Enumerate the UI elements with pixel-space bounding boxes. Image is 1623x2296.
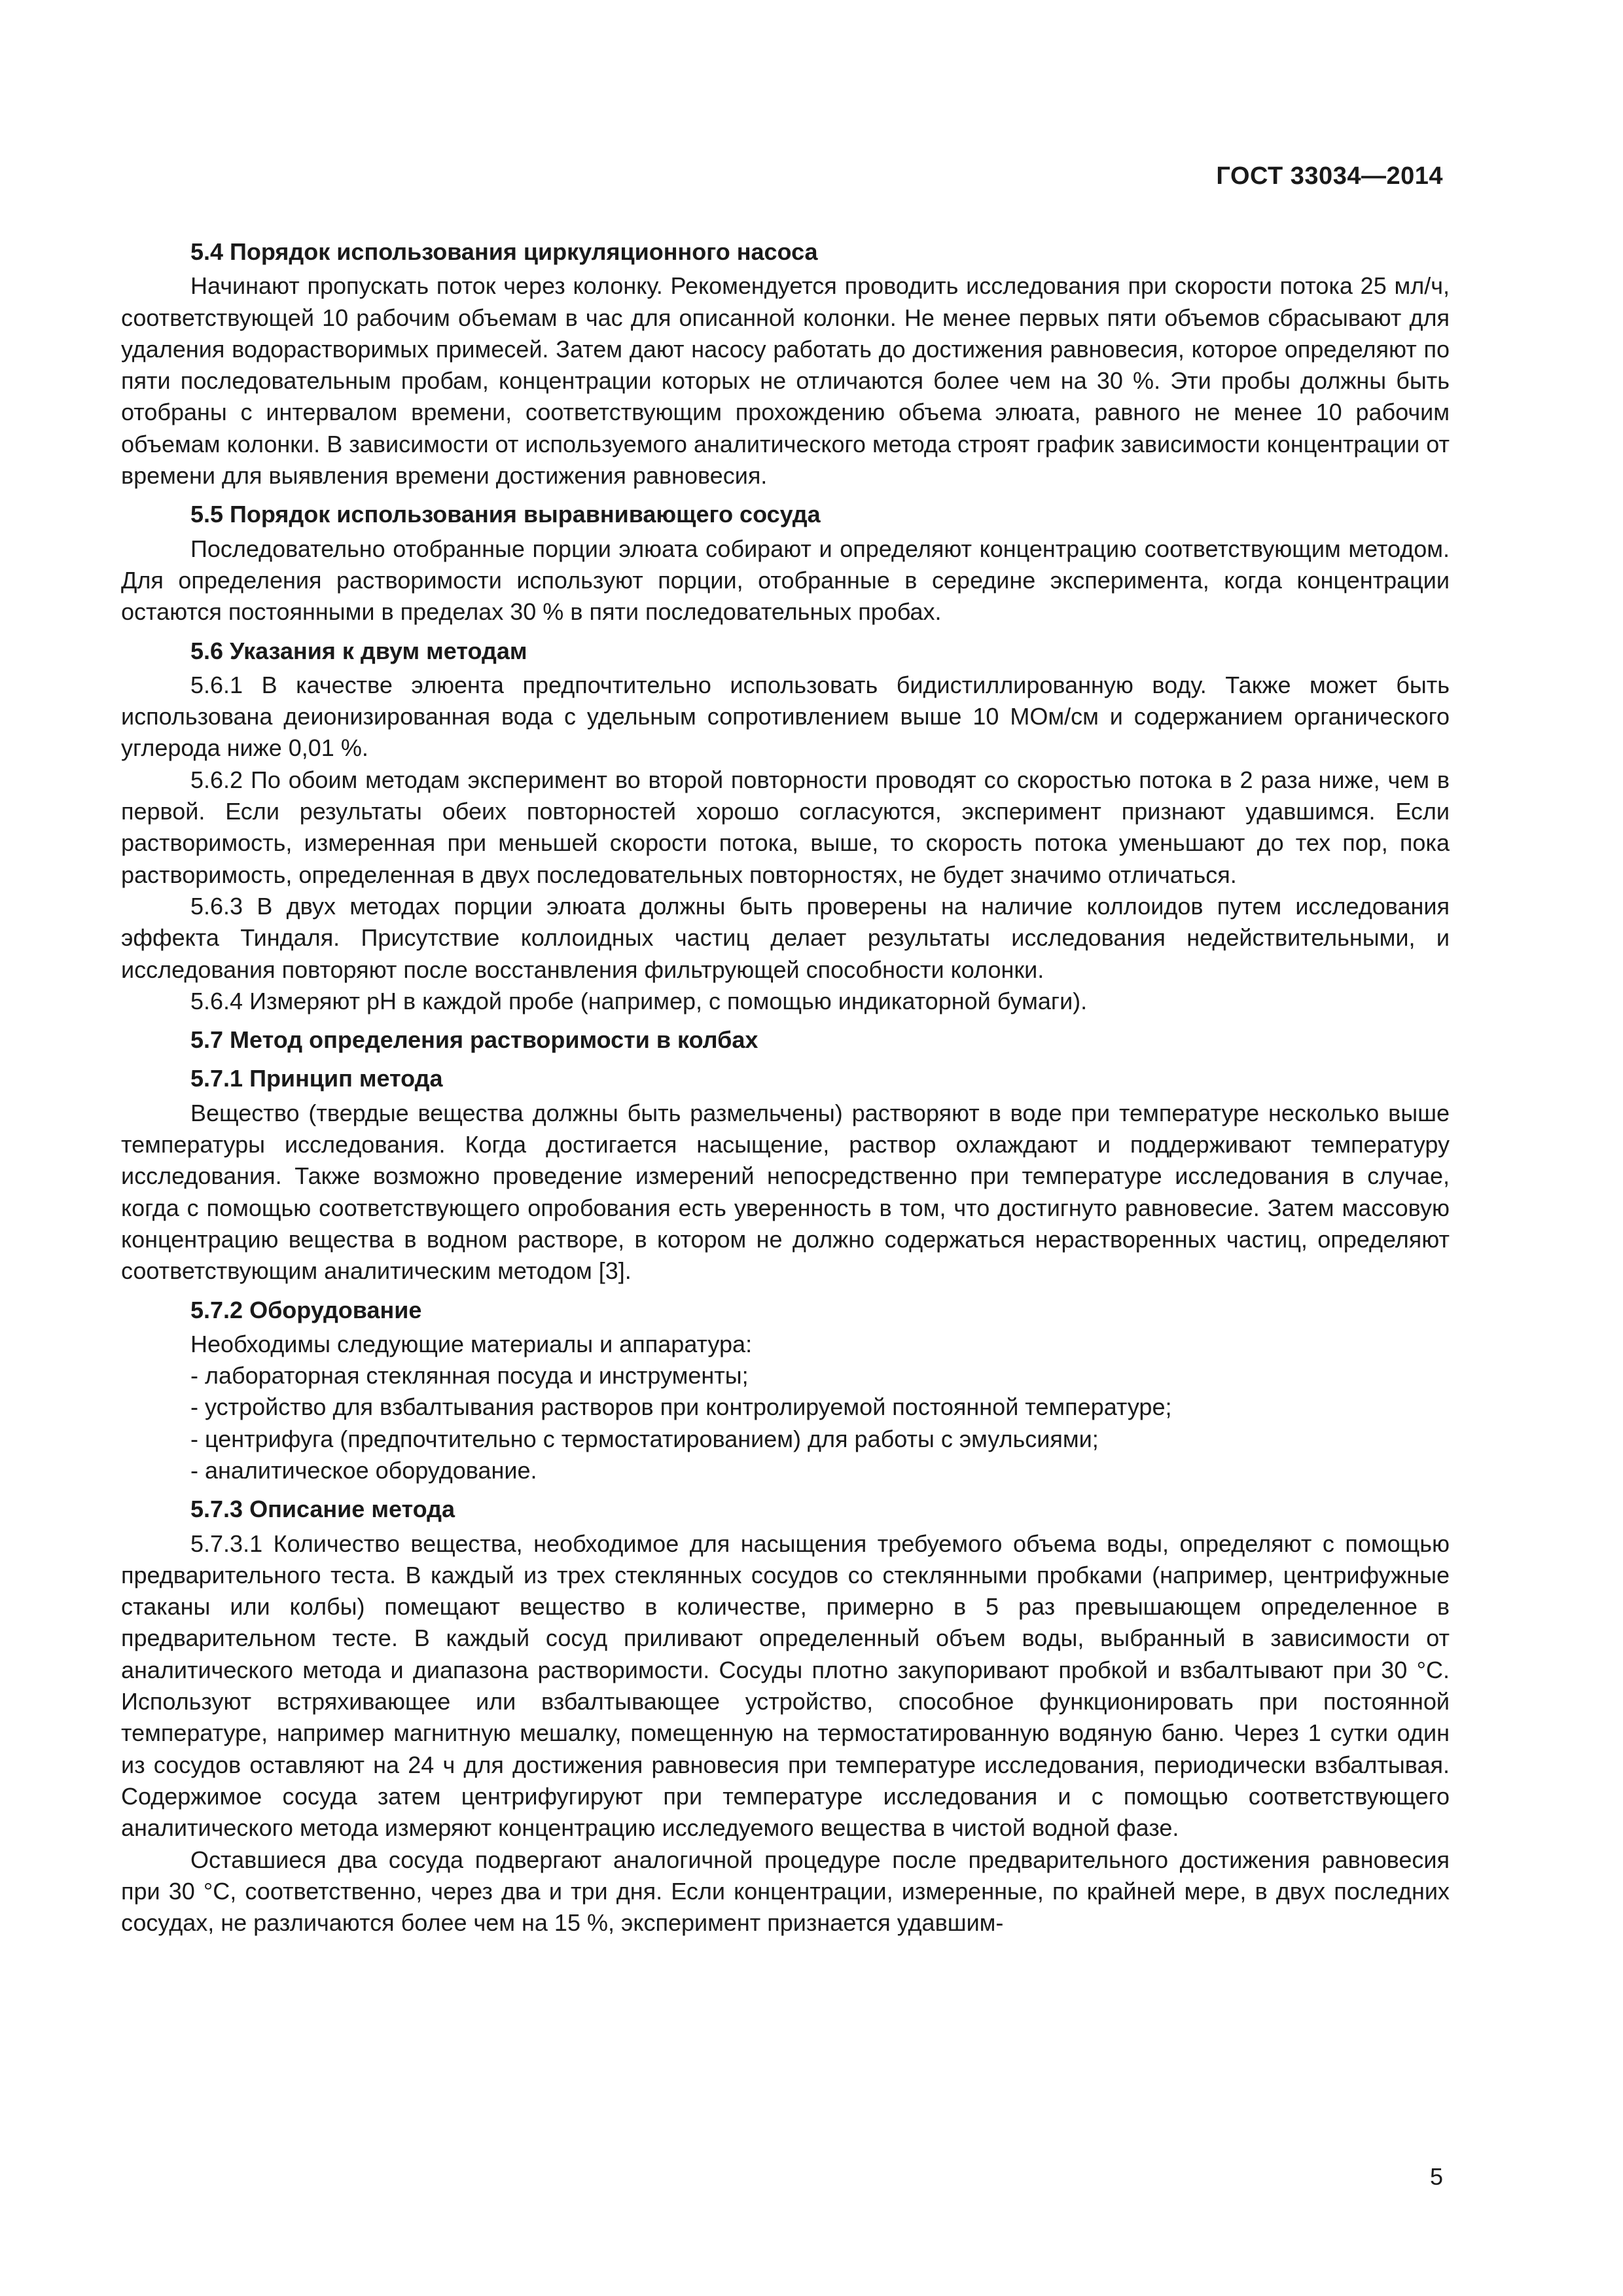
paragraph: Необходимы следующие материалы и аппаратура: <box>190 1330 753 1357</box>
section-heading: 5.4 Порядок использования циркуляционного насоса <box>190 238 818 265</box>
document-code: ГОСТ 33034—2014 <box>1216 162 1443 190</box>
paragraph: 5.6.3 В двух методах порции элюата должны быть проверены на наличие коллоидов путем исследования эффекта Тиндаля. Присутствие коллоидных частиц делает результаты исследования недействительными, и исследования повторяют после восстанвления фильтрующей способности колонки. <box>121 892 1450 983</box>
paragraph: Вещество (твердые вещества должны быть размельчены) растворяют в воде при температуре несколько выше температуры исследования. Когда достигается насыщение, раствор охлаждают и поддерживают температуру исследования. Также возможно проведение измерений непосредственно при температуре исследования в случае, когда с помощью соответствующего опробования есть уверенность в том, что достигнуто равновесие. Затем массовую концентрацию вещества в водном растворе, в котором не должно содержаться нерастворенных частиц, определяют соответствующим аналитическим методом [3]. <box>121 1099 1450 1285</box>
section-heading: 5.7 Метод определения растворимости в колбах <box>190 1026 758 1054</box>
list-item: - аналитическое оборудование. <box>190 1456 537 1484</box>
paragraph: 5.6.4 Измеряют pH в каждой пробе (например, с помощью индикаторной бумаги). <box>190 987 1088 1014</box>
paragraph: Последовательно отобранные порции элюата собирают и определяют концентрацию соответствующим методом. Для определения растворимости используют порции, отобранные в середине эксперимента, когда концентрации остаются постоянными в пределах 30 % в пяти последовательных пробах. <box>121 535 1450 626</box>
paragraph: Оставшиеся два сосуда подвергают аналогичной процедуре после предварительного достижения равновесия при 30 °С, соответственно, через два и три дня. Если концентрации, измеренные, по крайней мере, в двух последних сосудах, не различаются более чем на 15 %, эксперимент признается удавшим- <box>121 1846 1450 1937</box>
section-heading: 5.5 Порядок использования выравнивающего сосуда <box>190 501 821 528</box>
list-item: - лабораторная стеклянная посуда и инструменты; <box>190 1362 749 1390</box>
paragraph: 5.6.2 По обоим методам эксперимент во второй повторности проводят со скоростью потока в 2 раза ниже, чем в первой. Если результаты обеих повторностей хорошо согласуются, эксперимент признают удавшимся. Если растворимость, измеренная при меньшей скорости потока, выше, то скорость потока уменьшают до тех пор, пока растворимость, определенная в двух последовательных повторностях, не будет значимо отличаться. <box>121 766 1450 888</box>
paragraph: 5.6.1 В качестве элюента предпочтительно использовать бидистиллированную воду. Также может быть использована деионизированная вода с удельным сопротивлением выше 10 МОм/см и содержанием органического углерода ниже 0,01 %. <box>121 671 1450 762</box>
subsection-heading: 5.7.2 Оборудование <box>190 1296 422 1323</box>
page-number: 5 <box>1429 2163 1443 2190</box>
list-item: - устройство для взбалтывания растворов при контролируемой постоянной температуре; <box>190 1393 1172 1421</box>
document-body <box>121 229 1450 1939</box>
list-item: - центрифуга (предпочтительно с термостатированием) для работы с эмульсиями; <box>190 1425 1099 1452</box>
paragraph: 5.7.3.1 Количество вещества, необходимое для насыщения требуемого объема воды, определяют с помощью предварительного теста. В каждый из трех стеклянных сосудов со стеклянными пробками (например, центрифужные стаканы или колбы) помещают вещество в количестве, примерно в 5 раз превышающем определенное в предварительном тесте. В каждый сосуд приливают определенный объем воды, выбранный в зависимости от аналитического метода и диапазона растворимости. Сосуды плотно закупоривают пробкой и взбалтывают при 30 °С. Используют встряхивающее или взбалтывающее устройство, способное функционировать при постоянной температуре, например магнитную мешалку, помещенную на термостатированную водяную баню. Через 1 сутки один из сосудов оставляют на 24 ч для достижения равновесия при температуре исследования, периодически взбалтывая. Содержимое сосуда затем центрифугируют при температуре исследования и с помощью соответствующего аналитического метода измеряют концентрацию исследуемого вещества в чистой водной фазе. <box>121 1530 1450 1842</box>
paragraph: Начинают пропускать поток через колонку. Рекомендуется проводить исследования при скорости потока 25 мл/ч, соответствующей 10 рабочим объемам в час для описанной колонки. Не менее первых пяти объемов сбрасывают для удаления водорастворимых примесей. Затем дают насосу работать до достижения равновесия, которое определяют по пяти последовательным пробам, концентрации которых не отличаются более чем на 30 %. Эти пробы должны быть отобраны с интервалом времени, соответствующим прохождению объема элюата, равного не менее 10 рабочим объемам колонки. В зависимости от используемого аналитического метода строят график зависимости концентрации от времени для выявления времени достижения равновесия. <box>121 272 1450 490</box>
section-heading: 5.6 Указания к двум методам <box>190 637 527 664</box>
subsection-heading: 5.7.3 Описание метода <box>190 1496 455 1523</box>
subsection-heading: 5.7.1 Принцип метода <box>190 1065 443 1092</box>
